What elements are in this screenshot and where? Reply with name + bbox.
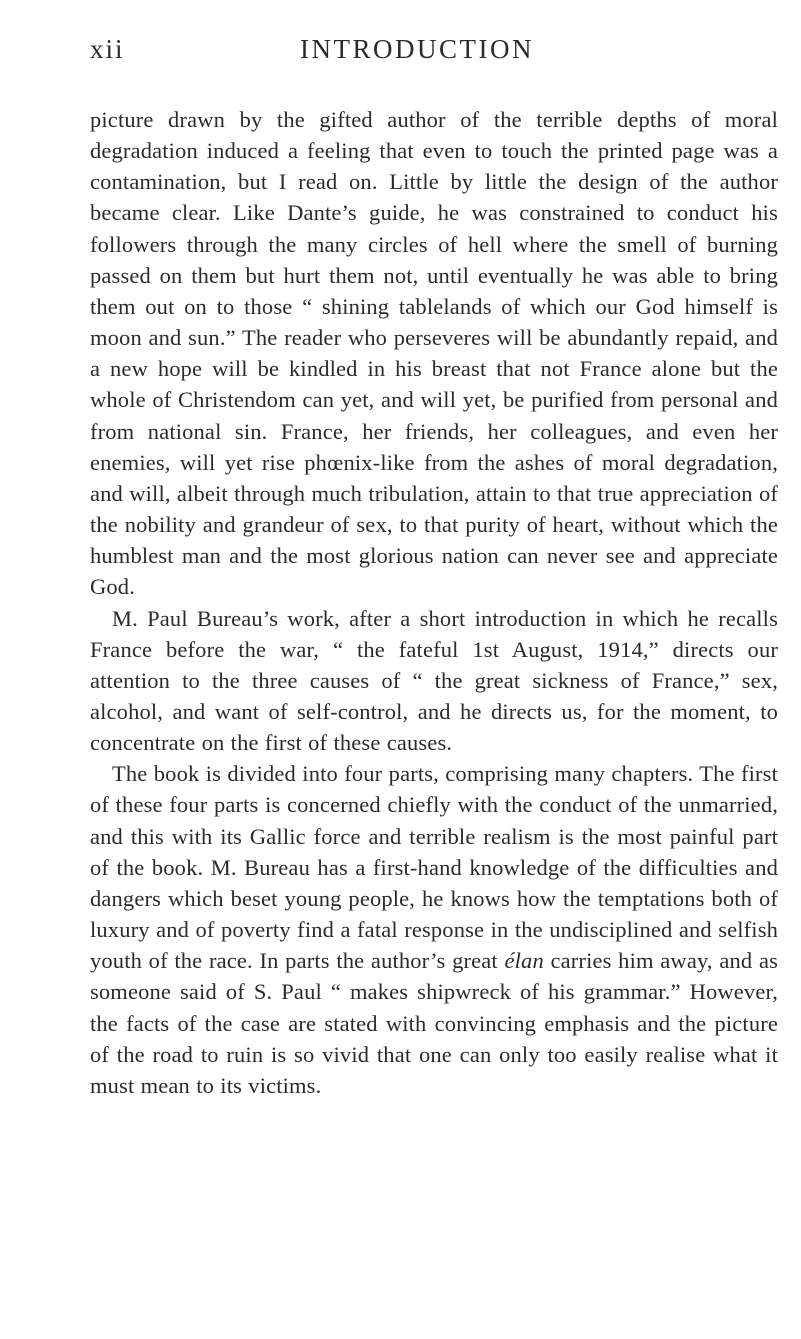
- book-page: [90, 34, 778, 1101]
- paragraph-1: picture drawn by the gifted author of the terrible depths of moral degradation induced a feeling that even to touch the printed page was a contamination, but I read on. Little by little the design of the author became clear. Like Dante’s guide, he was constrained to conduct his followers through the many circles of hell where the smell of burning passed on them but hurt them not, until eventually he was able to bring them out on to those “ shining tablelands of which our God himself is moon and sun.” The reader who perseveres will be abundantly repaid, and a new hope will be kindled in his breast that not France alone but the whole of Christendom can yet, and will yet, be purified from personal and from national sin. France, her friends, her colleagues, and even her enemies, will yet rise phœnix-like from the ashes of moral degradation, and will, albeit through much tribulation, attain to that true appreciation of the nobility and grandeur of sex, to that purity of heart, without which the humblest man and the most glorious nation can never see and appreciate God.: [90, 107, 778, 600]
- page-header: [90, 34, 778, 84]
- paragraph-2: M. Paul Bureau’s work, after a short introduction in which he recalls France before the war, “ the fateful 1st August, 1914,” directs our attention to the three causes of “ the great sickness of France,” sex, alcohol, and want of self-control, and he directs us, for the moment, to concentrate on the first of these causes.: [90, 605, 778, 756]
- body-text: [90, 104, 778, 1101]
- paragraph-3-text-after: carries him away, and as someone said of S. Paul “ makes shipwreck of his grammar.” However, the facts of the case are stated with convincing emphasis and the picture of the road to ruin is so vivid that one can only too easily realise what it must mean to its victims.: [90, 948, 778, 1098]
- paragraph-3-italic-word: élan: [504, 948, 544, 974]
- page-number: xii: [90, 34, 125, 64]
- paragraph-3: [90, 758, 778, 1101]
- running-head: INTRODUCTION: [300, 34, 534, 64]
- paragraph-3-text-before: The book is divided into four parts, comprising many chapters. The first of these four parts is concerned chiefly with the conduct of the unmarried, and this with its Gallic force and terrible realism is the most painful part of the book. M. Bureau has a first-hand knowledge of the difficulties and dangers which beset young people, he knows how the temptations both of luxury and of poverty find a fatal response in the undisciplined and selfish youth of the race. In parts the author’s great: [90, 761, 778, 974]
